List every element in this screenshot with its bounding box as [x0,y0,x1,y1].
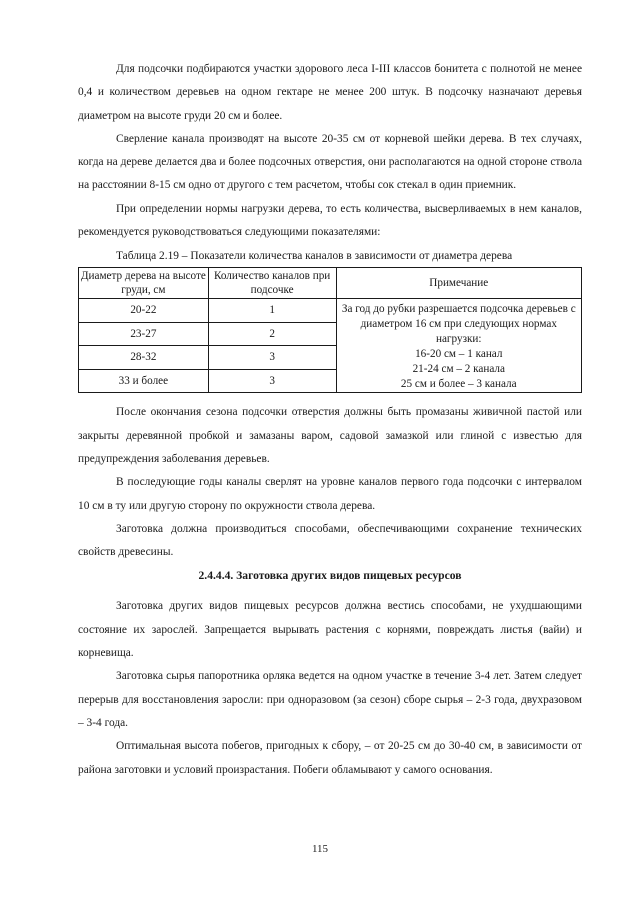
note-intro: За год до рубки разрешается подсочка деревьев с диаметром 16 см при следующих нормах нагрузки: [341,303,576,346]
page-content [78,58,582,782]
table-caption: Таблица 2.19 – Показатели количества каналов в зависимости от диаметра дерева [116,250,513,263]
header-note: Примечание [336,268,581,299]
paragraph: Заготовка других видов пищевых ресурсов должна вестись способами, не ухудшающими состояние их зарослей. Запрещается вырывать растения с корнями, повреждать листья (вайи) и корневища. [78,600,582,660]
channels-table [78,267,582,393]
paragraph: Сверление канала производят на высоте 20-35 см от корневой шейки дерева. В тех случаях, когда на дереве делается два и более подсочных отверстия, они располагаются на одной стороне ствола на расстоянии 8-15 см одно от другого с тем расчетом, чтобы сок стекал в один приемник. [78,132,582,192]
paragraph: Заготовка сырья папоротника орляка ведется на одном участке в течение 3-4 лет. Затем следует перерыв для восстановления заросли: при одноразовом (за сезон) сборе сырья – 2-3 года, двухразовом – 3-4 года. [78,670,582,729]
cell-note [336,299,581,393]
note-line: 21-24 см – 2 канала [412,363,505,376]
cell-diameter: 28-32 [79,346,209,370]
header-diameter: Диаметр дерева на высоте груди, см [79,268,209,299]
note-line: 25 см и более – 3 канала [400,378,517,391]
table-header-row [79,268,582,299]
cell-channels: 3 [208,346,336,370]
paragraph: В последующие годы каналы сверлят на уровне каналов первого года подсочки с интервалом 10 см в ту или другую сторону по окружности ствола дерева. [78,476,582,512]
paragraph: Заготовка должна производиться способами, обеспечивающими сохранение технических свойств древесины. [78,522,582,559]
paragraph: Оптимальная высота побегов, пригодных к сбору, – от 20-25 см до 30-40 см, в зависимости от района заготовки и условий произрастания. Побеги обламывают у самого основания. [78,740,582,776]
cell-channels: 2 [208,322,336,346]
header-channels: Количество каналов при подсочке [208,268,336,299]
cell-channels: 3 [208,369,336,393]
cell-diameter: 20-22 [79,299,209,323]
page-number: 115 [311,843,329,855]
cell-diameter: 33 и более [79,369,209,393]
paragraph: После окончания сезона подсочки отверстия должны быть промазаны живичной пастой или закрыты деревянной пробкой и замазаны варом, садовой замазкой или глиной с известью для предупреждения заболевания деревьев. [78,406,582,465]
paragraph: Для подсочки подбираются участки здорового леса I-III классов бонитета с полнотой не менее 0,4 и количеством деревьев на одном гектаре не менее 200 штук. В подсочку назначают деревья диаметром на высоте груди 20 см и более. [78,63,582,122]
section-heading: 2.4.4.4. Заготовка других видов пищевых ресурсов [198,569,462,583]
note-line: 16-20 см – 1 канал [415,348,503,361]
table-row [79,299,582,323]
paragraph: При определении нормы нагрузки дерева, то есть количества, высверливаемых в нем каналов, рекомендуется руководствоваться следующими показателями: [78,202,582,239]
cell-diameter: 23-27 [79,322,209,346]
cell-channels: 1 [208,299,336,323]
